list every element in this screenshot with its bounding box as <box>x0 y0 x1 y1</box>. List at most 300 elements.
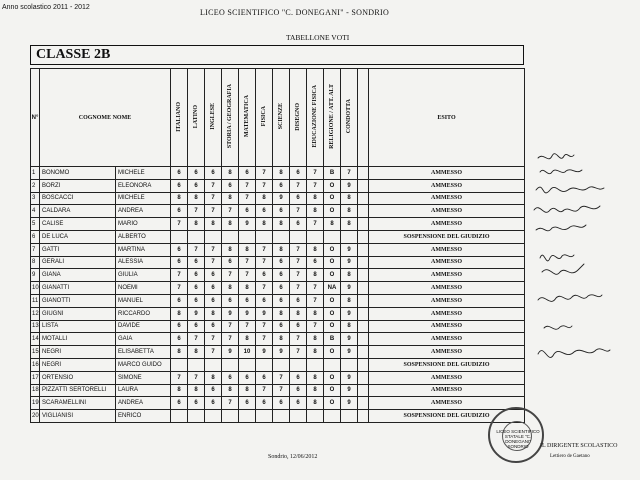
grade-cell: 9 <box>239 307 256 320</box>
grade-cell: NA <box>324 282 341 295</box>
row-spacer <box>358 243 369 256</box>
result-cell: AMMESSO <box>369 384 525 397</box>
grade-cell: 7 <box>307 179 324 192</box>
grade-cell: 7 <box>307 282 324 295</box>
grade-cell: O <box>324 371 341 384</box>
grade-cell: O <box>324 205 341 218</box>
grade-cell <box>188 410 205 423</box>
grade-cell: 8 <box>171 307 188 320</box>
grade-cell <box>239 230 256 243</box>
footer-date: Sondrio, 12/06/2012 <box>268 454 318 460</box>
grade-cell <box>205 230 222 243</box>
col-header-subject: MATEMATICA <box>239 69 256 167</box>
grade-cell: 7 <box>256 243 273 256</box>
grade-cell: 6 <box>188 320 205 333</box>
student-first-name: DAVIDE <box>116 320 171 333</box>
principal-role: IL DIRIGENTE SCOLASTICO <box>540 443 618 449</box>
grade-cell <box>341 358 358 371</box>
grade-cell: 8 <box>222 384 239 397</box>
grade-cell: 7 <box>205 243 222 256</box>
student-first-name: ENRICO <box>116 410 171 423</box>
grade-cell: 6 <box>188 269 205 282</box>
row-spacer <box>358 230 369 243</box>
grade-cell: 7 <box>171 282 188 295</box>
student-surname: VIGLIANISI <box>40 410 116 423</box>
grade-cell: B <box>324 333 341 346</box>
grade-cell <box>273 410 290 423</box>
grade-cell <box>273 230 290 243</box>
grade-cell <box>188 358 205 371</box>
grade-cell: 6 <box>171 167 188 180</box>
grade-cell: 7 <box>307 218 324 231</box>
row-spacer <box>358 384 369 397</box>
grade-cell: 9 <box>341 333 358 346</box>
table-row <box>31 256 525 269</box>
grade-cell: 6 <box>188 294 205 307</box>
student-first-name: ALESSIA <box>116 256 171 269</box>
row-spacer <box>358 371 369 384</box>
result-cell: AMMESSO <box>369 167 525 180</box>
grade-cell: 6 <box>222 179 239 192</box>
grade-cell: 6 <box>273 294 290 307</box>
grade-cell: 6 <box>256 371 273 384</box>
student-surname: GATTI <box>40 243 116 256</box>
grade-cell: 7 <box>290 282 307 295</box>
grade-cell: 6 <box>188 397 205 410</box>
grade-cell: 6 <box>205 320 222 333</box>
grade-cell: 7 <box>222 397 239 410</box>
student-first-name: MARCO GUIDO <box>116 358 171 371</box>
col-header-name: COGNOME NOME <box>40 69 171 167</box>
row-number: 11 <box>31 294 40 307</box>
grade-cell: 8 <box>171 192 188 205</box>
student-surname: NEGRI <box>40 346 116 359</box>
result-cell: AMMESSO <box>369 218 525 231</box>
grade-cell: 9 <box>256 346 273 359</box>
row-number: 9 <box>31 269 40 282</box>
grade-cell: 6 <box>171 294 188 307</box>
student-first-name: GAIA <box>116 333 171 346</box>
class-title: CLASSE 2B <box>36 47 111 62</box>
grade-cell <box>222 230 239 243</box>
grade-cell: 8 <box>341 269 358 282</box>
grade-cell: 6 <box>205 384 222 397</box>
grade-cell: 8 <box>222 167 239 180</box>
grade-cell: 7 <box>171 371 188 384</box>
grade-cell: 9 <box>341 371 358 384</box>
student-first-name: ANDREA <box>116 397 171 410</box>
grade-cell: 8 <box>273 333 290 346</box>
grade-cell: 6 <box>171 205 188 218</box>
grade-cell: 6 <box>239 371 256 384</box>
grade-cell <box>222 358 239 371</box>
result-cell: AMMESSO <box>369 397 525 410</box>
grade-cell: 8 <box>341 192 358 205</box>
row-number: 2 <box>31 179 40 192</box>
col-header-subject: ITALIANO <box>171 69 188 167</box>
result-cell: AMMESSO <box>369 179 525 192</box>
row-spacer <box>358 282 369 295</box>
row-number: 15 <box>31 346 40 359</box>
grade-cell <box>307 358 324 371</box>
result-cell: AMMESSO <box>369 205 525 218</box>
grade-cell <box>290 230 307 243</box>
grade-cell: 6 <box>171 397 188 410</box>
table-row <box>31 371 525 384</box>
grade-cell: 6 <box>171 333 188 346</box>
grade-cell: 8 <box>341 205 358 218</box>
grade-cell <box>324 358 341 371</box>
grade-cell: 7 <box>222 269 239 282</box>
table-row <box>31 269 525 282</box>
table-row <box>31 179 525 192</box>
grade-cell <box>256 230 273 243</box>
table-row <box>31 167 525 180</box>
student-surname: GIANATTI <box>40 282 116 295</box>
grade-cell: 6 <box>290 371 307 384</box>
grade-cell: 8 <box>307 243 324 256</box>
grade-cell: 6 <box>290 167 307 180</box>
grade-cell: 6 <box>273 179 290 192</box>
grade-cell: 8 <box>273 307 290 320</box>
grade-cell <box>205 410 222 423</box>
grade-cell <box>222 410 239 423</box>
grade-cell: 6 <box>273 397 290 410</box>
table-row <box>31 282 525 295</box>
row-spacer <box>358 358 369 371</box>
grade-cell: 6 <box>205 282 222 295</box>
grade-cell: 8 <box>222 192 239 205</box>
result-cell: AMMESSO <box>369 192 525 205</box>
row-number: 16 <box>31 358 40 371</box>
grade-cell: 9 <box>341 243 358 256</box>
row-number: 10 <box>31 282 40 295</box>
grade-cell: 7 <box>256 384 273 397</box>
result-cell: AMMESSO <box>369 243 525 256</box>
grade-cell: 6 <box>222 256 239 269</box>
result-cell: AMMESSO <box>369 333 525 346</box>
result-cell: AMMESSO <box>369 346 525 359</box>
student-surname: ORTENSIO <box>40 371 116 384</box>
grade-cell: 6 <box>188 167 205 180</box>
school-year: Anno scolastico 2011 - 2012 <box>2 4 90 11</box>
row-spacer <box>358 346 369 359</box>
table-row <box>31 320 525 333</box>
student-surname: PIZZATTI SERTORELLI <box>40 384 116 397</box>
student-surname: MOTALLI <box>40 333 116 346</box>
grade-cell: 8 <box>239 384 256 397</box>
grade-cell <box>273 358 290 371</box>
grade-cell <box>307 230 324 243</box>
grade-cell <box>171 358 188 371</box>
grade-cell: 6 <box>205 167 222 180</box>
grade-cell: 7 <box>239 179 256 192</box>
grade-cell: 7 <box>290 333 307 346</box>
student-first-name: MARIO <box>116 218 171 231</box>
grade-cell: 7 <box>205 333 222 346</box>
grade-cell: 7 <box>290 269 307 282</box>
grade-cell: 8 <box>188 192 205 205</box>
result-cell: AMMESSO <box>369 269 525 282</box>
grade-cell: 7 <box>239 192 256 205</box>
grade-cell: 7 <box>273 371 290 384</box>
grade-cell: 9 <box>256 307 273 320</box>
grade-cell: 6 <box>290 384 307 397</box>
grade-cell: 9 <box>188 307 205 320</box>
grade-cell <box>256 410 273 423</box>
student-surname: GIUGNI <box>40 307 116 320</box>
grade-cell: 6 <box>273 269 290 282</box>
row-spacer <box>358 205 369 218</box>
grade-cell: 7 <box>222 320 239 333</box>
student-surname: DE LUCA <box>40 230 116 243</box>
student-first-name: ALBERTO <box>116 230 171 243</box>
row-number: 4 <box>31 205 40 218</box>
grade-cell: 6 <box>171 256 188 269</box>
grade-cell: 9 <box>222 346 239 359</box>
row-number: 6 <box>31 230 40 243</box>
grade-cell: 6 <box>239 167 256 180</box>
row-spacer <box>358 256 369 269</box>
grade-cell: 7 <box>188 371 205 384</box>
row-spacer <box>358 410 369 423</box>
col-header-num: N° <box>31 69 40 167</box>
grade-cell: B <box>324 167 341 180</box>
grade-cell: 6 <box>273 320 290 333</box>
grade-cell: O <box>324 192 341 205</box>
grade-cell: 8 <box>239 243 256 256</box>
grade-cell: 8 <box>256 218 273 231</box>
grade-cell: 6 <box>273 282 290 295</box>
grade-cell: 7 <box>307 320 324 333</box>
col-header-subject: STORIA / GEOGRAFIA <box>222 69 239 167</box>
grade-cell: 8 <box>188 346 205 359</box>
table-row <box>31 346 525 359</box>
student-surname: LISTA <box>40 320 116 333</box>
teacher-signatures <box>528 150 640 470</box>
grade-cell: 8 <box>205 218 222 231</box>
row-number: 19 <box>31 397 40 410</box>
grade-cell: 8 <box>341 294 358 307</box>
grade-cell <box>324 230 341 243</box>
row-number: 17 <box>31 371 40 384</box>
grade-cell: 7 <box>256 282 273 295</box>
grade-cell: 7 <box>239 269 256 282</box>
grade-cell: 8 <box>307 269 324 282</box>
grade-cell: O <box>324 307 341 320</box>
grade-cell: O <box>324 397 341 410</box>
table-row <box>31 397 525 410</box>
result-cell: SOSPENSIONE DEL GIUDIZIO <box>369 358 525 371</box>
col-header-subject: FISICA <box>256 69 273 167</box>
result-cell: SOSPENSIONE DEL GIUDIZIO <box>369 230 525 243</box>
table-row <box>31 205 525 218</box>
grade-cell: 9 <box>341 307 358 320</box>
grade-cell: 7 <box>188 243 205 256</box>
grade-cell: 9 <box>239 218 256 231</box>
grade-cell <box>290 358 307 371</box>
student-surname: CALDARA <box>40 205 116 218</box>
grade-cell: 7 <box>290 256 307 269</box>
grade-cell: 8 <box>307 397 324 410</box>
student-first-name: NOEMI <box>116 282 171 295</box>
student-surname: NEGRI <box>40 358 116 371</box>
row-spacer <box>358 218 369 231</box>
grade-cell: 7 <box>290 179 307 192</box>
grade-cell: 8 <box>324 218 341 231</box>
grade-cell: 8 <box>307 371 324 384</box>
grade-cell: 6 <box>222 371 239 384</box>
row-spacer <box>358 179 369 192</box>
grade-cell: 8 <box>222 218 239 231</box>
grade-cell: 8 <box>256 192 273 205</box>
grade-cell: 6 <box>256 294 273 307</box>
grade-cell <box>324 410 341 423</box>
grade-cell: 7 <box>205 256 222 269</box>
grade-cell: 6 <box>205 294 222 307</box>
grade-cell: 7 <box>290 346 307 359</box>
student-surname: BOSCACCI <box>40 192 116 205</box>
grade-cell: 8 <box>205 371 222 384</box>
grade-cell: 9 <box>341 282 358 295</box>
col-header-subject: INGLESE <box>205 69 222 167</box>
grade-cell: 9 <box>341 179 358 192</box>
grade-cell: 6 <box>290 294 307 307</box>
row-spacer <box>358 192 369 205</box>
grade-cell: 7 <box>256 320 273 333</box>
grade-cell: 8 <box>307 333 324 346</box>
grade-cell: 6 <box>307 256 324 269</box>
result-cell: SOSPENSIONE DEL GIUDIZIO <box>369 410 525 423</box>
grade-cell: 7 <box>239 320 256 333</box>
grade-cell: 7 <box>307 294 324 307</box>
grade-cell: 7 <box>222 205 239 218</box>
grade-cell: 8 <box>239 282 256 295</box>
student-surname: GIANA <box>40 269 116 282</box>
grade-cell: 8 <box>307 307 324 320</box>
grades-table <box>30 68 525 423</box>
row-spacer <box>358 269 369 282</box>
table-row <box>31 358 525 371</box>
col-header-subject: LATINO <box>188 69 205 167</box>
grade-cell: 7 <box>188 333 205 346</box>
grade-cell: 6 <box>222 294 239 307</box>
grade-cell: O <box>324 294 341 307</box>
grade-cell: 6 <box>256 269 273 282</box>
row-number: 18 <box>31 384 40 397</box>
grade-cell: 7 <box>205 346 222 359</box>
grade-cell: 9 <box>341 256 358 269</box>
row-spacer <box>358 320 369 333</box>
grade-cell: 9 <box>341 384 358 397</box>
grade-cell: 7 <box>256 256 273 269</box>
grade-cell: 8 <box>341 320 358 333</box>
result-cell: AMMESSO <box>369 371 525 384</box>
col-spacer <box>358 69 369 167</box>
row-number: 14 <box>31 333 40 346</box>
student-surname: GIANOTTI <box>40 294 116 307</box>
row-number: 3 <box>31 192 40 205</box>
grade-cell: 9 <box>341 397 358 410</box>
row-spacer <box>358 333 369 346</box>
grade-cell <box>341 410 358 423</box>
row-number: 1 <box>31 167 40 180</box>
grade-cell: 8 <box>273 167 290 180</box>
row-spacer <box>358 167 369 180</box>
grade-cell: O <box>324 269 341 282</box>
grade-cell: 8 <box>171 384 188 397</box>
row-number: 13 <box>31 320 40 333</box>
seal-text: LICEO SCIENTIFICO STATALE "C. DONEGANI" SONDRIO <box>496 429 540 449</box>
table-row <box>31 333 525 346</box>
grade-cell: 6 <box>290 218 307 231</box>
col-header-subject: CONDOTTA <box>341 69 358 167</box>
row-spacer <box>358 294 369 307</box>
grade-cell: 7 <box>222 333 239 346</box>
student-first-name: ANDREA <box>116 205 171 218</box>
result-cell: AMMESSO <box>369 307 525 320</box>
grade-cell: 6 <box>256 205 273 218</box>
grade-cell: 8 <box>239 333 256 346</box>
result-cell: AMMESSO <box>369 282 525 295</box>
grade-cell: 8 <box>273 243 290 256</box>
grade-cell: O <box>324 243 341 256</box>
grade-cell <box>307 410 324 423</box>
grade-cell <box>171 410 188 423</box>
grade-cell: 7 <box>256 167 273 180</box>
grade-cell: 8 <box>222 282 239 295</box>
student-first-name: MARTINA <box>116 243 171 256</box>
grade-cell: 6 <box>256 397 273 410</box>
grade-cell: 8 <box>307 346 324 359</box>
grade-cell: 9 <box>341 346 358 359</box>
grade-cell: 7 <box>341 167 358 180</box>
grade-cell: 6 <box>171 179 188 192</box>
col-header-result: ESITO <box>369 69 525 167</box>
grade-cell: 7 <box>273 384 290 397</box>
grade-cell <box>239 410 256 423</box>
grade-cell: 8 <box>290 307 307 320</box>
grade-cell: 9 <box>273 346 290 359</box>
row-number: 20 <box>31 410 40 423</box>
row-spacer <box>358 397 369 410</box>
grade-cell: 7 <box>290 243 307 256</box>
grade-cell: 7 <box>171 218 188 231</box>
grade-cell: 8 <box>307 384 324 397</box>
grade-cell: 7 <box>307 167 324 180</box>
student-first-name: GIULIA <box>116 269 171 282</box>
grade-cell: 6 <box>273 205 290 218</box>
row-number: 5 <box>31 218 40 231</box>
table-row <box>31 384 525 397</box>
grade-cell: O <box>324 320 341 333</box>
grade-cell: 6 <box>290 320 307 333</box>
grade-cell: 8 <box>307 205 324 218</box>
grade-cell: 9 <box>222 307 239 320</box>
grade-cell: 10 <box>239 346 256 359</box>
result-cell: AMMESSO <box>369 256 525 269</box>
grade-cell: 6 <box>171 320 188 333</box>
grade-cell: 6 <box>239 205 256 218</box>
student-first-name: MANUEL <box>116 294 171 307</box>
grade-cell <box>341 230 358 243</box>
grade-cell: O <box>324 346 341 359</box>
table-row <box>31 410 525 423</box>
grade-cell: O <box>324 179 341 192</box>
student-first-name: LAURA <box>116 384 171 397</box>
student-first-name: SIMONE <box>116 371 171 384</box>
board-title: TABELLONE VOTI <box>286 33 350 42</box>
